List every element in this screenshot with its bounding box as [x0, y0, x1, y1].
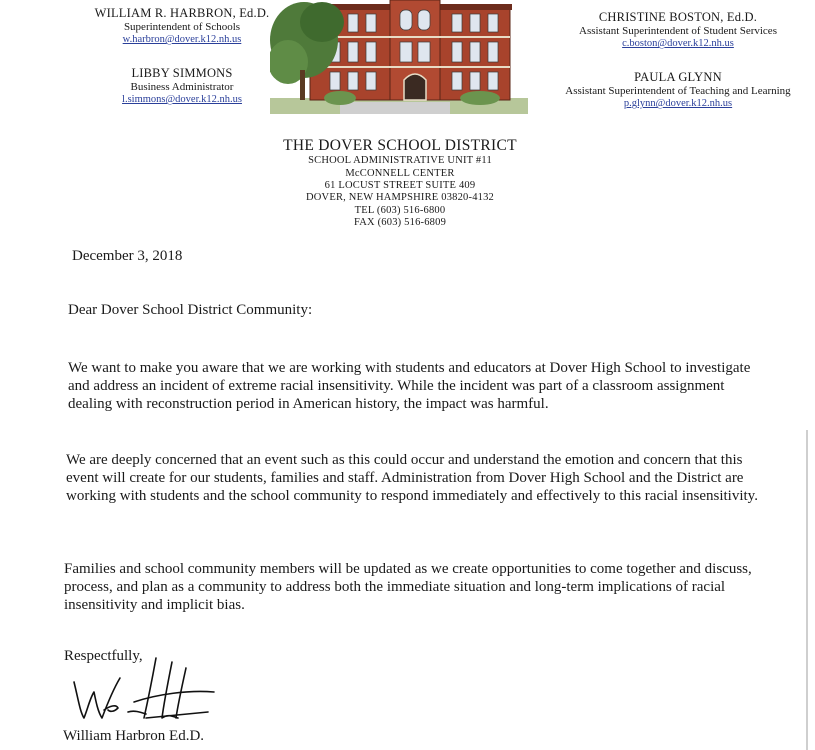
- staff-email-link[interactable]: p.glynn@dover.k12.nh.us: [623, 98, 733, 110]
- letter-date: December 3, 2018: [72, 248, 183, 264]
- address-line: McCONNELL CENTER: [345, 167, 455, 179]
- signer-name: William Harbron Ed.D.: [63, 728, 205, 744]
- page-edge-divider: [806, 430, 808, 750]
- paragraph: We are deeply concerned that an event such as this could occur and understand the emotion and concern that this event will create for our students, families and staff. Administration from Dover High School and the District are working with students and the school community to respond immediately and effectively to this racial insensitivity.: [66, 452, 758, 504]
- staff-name: LIBBY SIMMONS: [131, 66, 233, 80]
- staff-title: Assistant Superintendent of Student Services: [579, 25, 777, 37]
- paragraph: Families and school community members will be updated as we create opportunities to come together and discuss, process, and plan as a community to address both the immediate situation and long-term implications of racial insensitivity and implicit bias.: [64, 561, 752, 613]
- staff-title: Superintendent of Schools: [123, 21, 241, 33]
- district-name: THE DOVER SCHOOL DISTRICT: [283, 137, 517, 154]
- staff-title: Business Administrator: [130, 81, 234, 93]
- staff-email-link[interactable]: w.harbron@dover.k12.nh.us: [122, 34, 242, 46]
- staff-title: Assistant Superintendent of Teaching and Learning: [565, 85, 791, 97]
- staff-email-link[interactable]: l.simmons@dover.k12.nh.us: [122, 94, 242, 106]
- address-line: 61 LOCUST STREET SUITE 409: [324, 180, 476, 192]
- staff-glynn: [548, 70, 808, 111]
- phone-line: TEL (603) 516-6800: [354, 204, 446, 216]
- address-line: DOVER, NEW HAMPSHIRE 03820-4132: [305, 192, 494, 204]
- handwritten-signature-icon: [68, 652, 218, 724]
- salutation: Dear Dover School District Community:: [68, 302, 313, 318]
- closing: Respectfully,: [64, 648, 143, 664]
- staff-email-link[interactable]: c.boston@dover.k12.nh.us: [622, 38, 734, 50]
- paragraph: We want to make you aware that we are working with students and educators at Dover High School to investigate and address an incident of extreme racial insensitivity. While the incident was part of a classroom assignment dealing with reconstruction period in American history, the impact was harmful.: [68, 360, 751, 412]
- school-building-icon: [270, 0, 528, 114]
- fax-line: FAX (603) 516-6809: [353, 217, 447, 229]
- staff-name: CHRISTINE BOSTON, Ed.D.: [598, 10, 758, 24]
- staff-name: PAULA GLYNN: [634, 70, 722, 84]
- staff-boston: [548, 10, 808, 51]
- address-line: SCHOOL ADMINISTRATIVE UNIT #11: [308, 155, 492, 167]
- staff-name: WILLIAM R. HARBRON, Ed.D.: [94, 6, 270, 20]
- district-block: [200, 137, 600, 230]
